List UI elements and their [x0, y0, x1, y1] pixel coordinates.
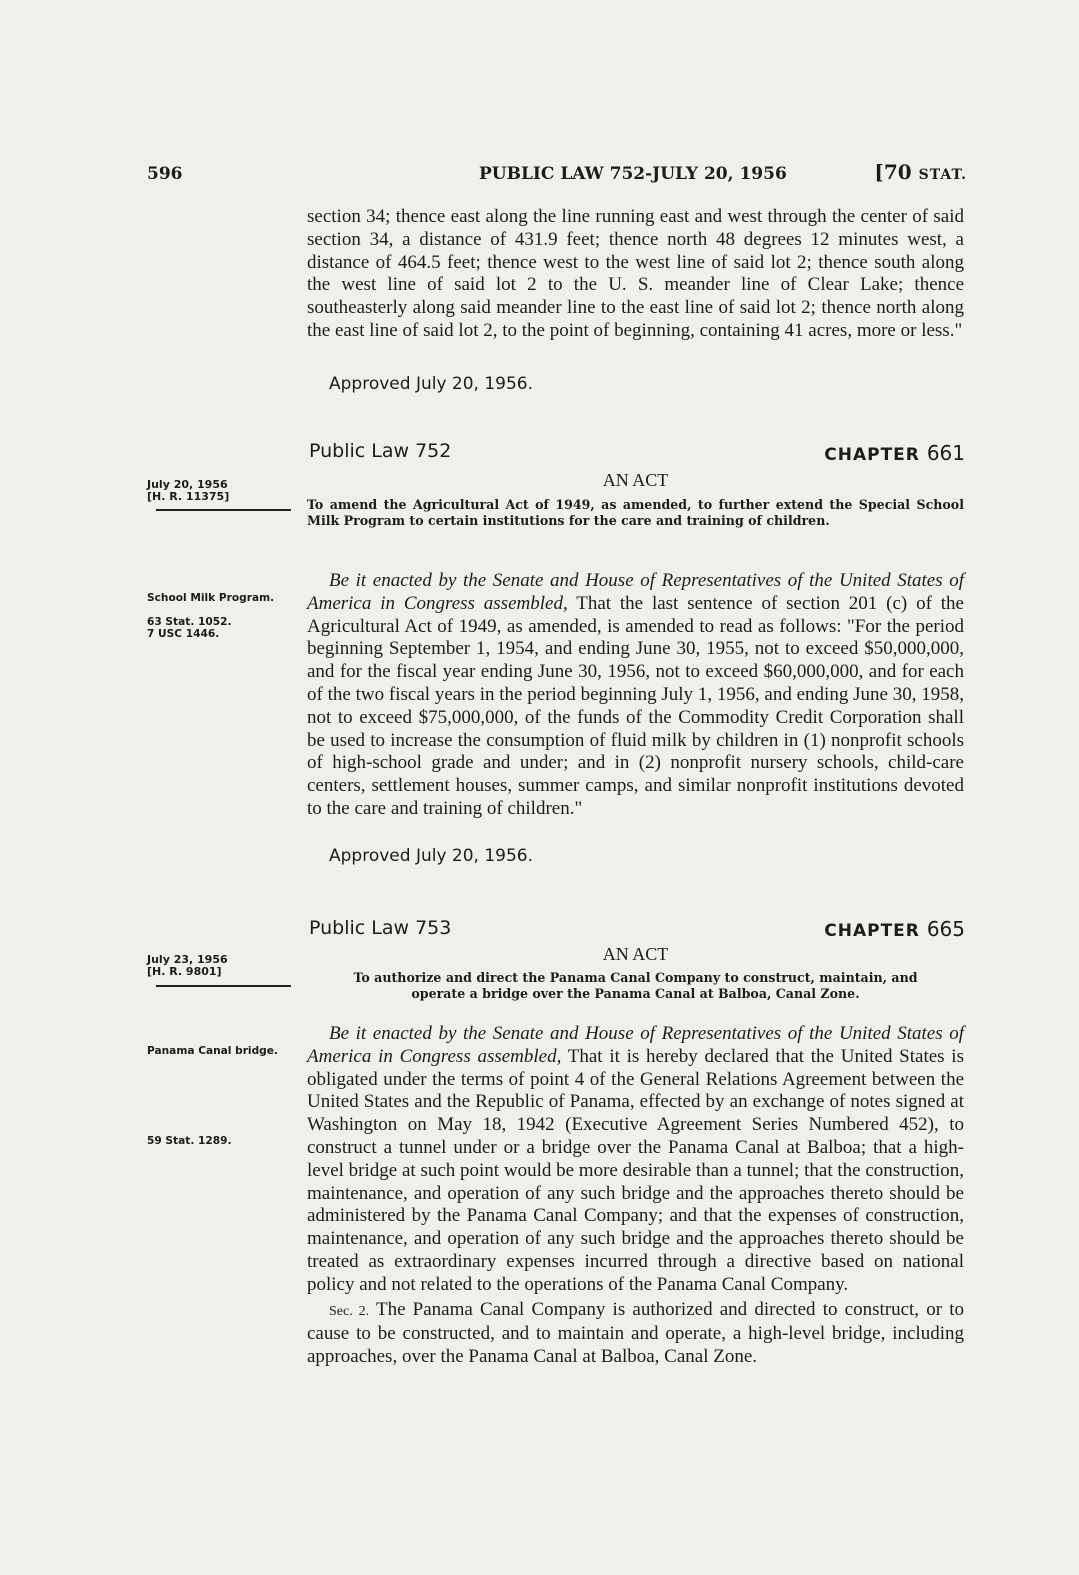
section-2-text: The Panama Canal Company is authorized and directed to construct, or to cause to be constructed, and to maintain and operate, a high-level bridge, including approaches, over the Panama Canal at Balboa, Canal Zone. — [307, 1298, 964, 1368]
running-head — [147, 160, 967, 186]
margin-rule-1 — [156, 509, 291, 511]
chapter-665-heading — [824, 917, 965, 941]
act-purpose-2-line1: To authorize and direct the Panama Canal Company to construct, maintain, and — [353, 970, 918, 985]
margin-bill-1: [H. R. 11375] — [147, 490, 230, 503]
law-753-paragraph — [307, 1023, 964, 1297]
law-752-text: That the last sentence of section 201 (c) of the Agricultural Act of 1949, as amended, is amended to read as follows: "For the period beginning September 1, 1954, and ending June 30, 1955, not to exceed $50,000,000, and for the fiscal year ending June 30, 1956, not to exceed $60,000,000, and for each of the two fiscal years in the period beginning July 1, 1956, and ending June 30, 1958, not to exceed $75,000,000, of the funds of the Commodity Credit Corporation shall be used to increase the consumption of fluid milk by children in (1) nonprofit schools of high-school grade and under; and in (2) nonprofit nursery schools, child-care centers, settlement houses, summer camps, and similar nonprofit institutions devoted to the care and training of children." — [307, 592, 964, 819]
volume-number: 70 — [883, 160, 912, 184]
law-753-body — [307, 1023, 964, 1369]
section-2-paragraph — [307, 1299, 964, 1369]
margin-bill-2: [H. R. 9801] — [147, 965, 222, 978]
margin-date-2: July 23, 1956 — [147, 953, 228, 966]
margin-note-63-stat: 63 Stat. 1052. — [147, 616, 232, 628]
public-law-752-label: Public Law 752 — [309, 440, 452, 462]
law-752-body — [307, 570, 964, 821]
continuation-text: section 34; thence east along the line running east and west through the center of said section 34, a distance of 431.9 feet; thence north 48 degrees 12 minutes west, a distance of 464.5 feet; thence west to the west line of said lot 2; thence south along the west line of said lot 2 to the U. S. meander line of Clear Lake; thence southeasterly along said meander line to the east line of said lot 2; thence north along the east line of said lot 2, to the point of beginning, containing 41 acres, more or less." — [307, 206, 964, 341]
stat-label: STAT. — [918, 167, 967, 183]
section-2-label: Sec. 2. — [329, 1303, 370, 1319]
margin-rule-2 — [156, 985, 291, 987]
chapter-661-heading — [824, 441, 965, 465]
margin-note-59-stat: 59 Stat. 1289. — [147, 1135, 232, 1147]
margin-note-panama-canal-bridge: Panama Canal bridge. — [147, 1045, 278, 1057]
margin-date-1: July 20, 1956 — [147, 478, 228, 491]
chapter-number: 665 — [926, 917, 965, 941]
an-act-heading-2: AN ACT — [602, 944, 669, 964]
chapter-number: 661 — [926, 441, 965, 465]
bracket: [ — [874, 160, 884, 184]
enacting-clause-2: Be it enacted by the Senate and House of Representatives of the United States of America in Congress assembled, — [307, 1023, 964, 1067]
law-753-text: That it is hereby declared that the United States is obligated under the terms of point 4 of the General Relations Agreement between the United States and the Republic of Panama, effected by an exchange of notes signed at Washington on May 18, 1942 (Executive Agreement Series Numbered 452), to construct a tunnel under or a bridge over the Panama Canal at Balboa; that a high-level bridge at such point would be more desirable than a tunnel; that the construction, maintenance, and operation of any such bridge and the approaches thereto should be administered by the Panama Canal Company; and that the expenses of construction, maintenance, and operation of any such bridge and the approaches thereto should be treated as extraordinary expenses incurred through a directive based on national policy and not related to the operations of the Panama Canal Company. — [307, 1045, 964, 1295]
enacting-clause-1: Be it enacted by the Senate and House of Representatives of the United States of America in Congress assembled, — [307, 570, 964, 614]
law-752-paragraph — [307, 570, 964, 821]
act-purpose-2-line2: operate a bridge over the Panama Canal at Balboa, Canal Zone. — [411, 986, 860, 1001]
margin-note-school-milk: School Milk Program. — [147, 592, 275, 604]
an-act-heading-1: AN ACT — [602, 470, 669, 490]
margin-note-7-usc: 7 USC 1446. — [147, 628, 220, 640]
continuation-paragraph — [307, 206, 964, 343]
chapter-label: CHAPTER — [824, 921, 920, 941]
volume-citation — [874, 160, 967, 184]
public-law-753-label: Public Law 753 — [309, 917, 452, 939]
approved-line-prev: Approved July 20, 1956. — [329, 374, 534, 394]
chapter-label: CHAPTER — [824, 445, 920, 465]
running-title: PUBLIC LAW 752-JULY 20, 1956 — [479, 164, 787, 184]
page-number: 596 — [147, 164, 183, 184]
approved-line-752: Approved July 20, 1956. — [329, 846, 534, 866]
act-purpose-2 — [307, 970, 964, 1002]
act-purpose-1: To amend the Agricultural Act of 1949, as amended, to further extend the Special School Milk Program to certain institutions for the care and training of children. — [307, 497, 964, 528]
